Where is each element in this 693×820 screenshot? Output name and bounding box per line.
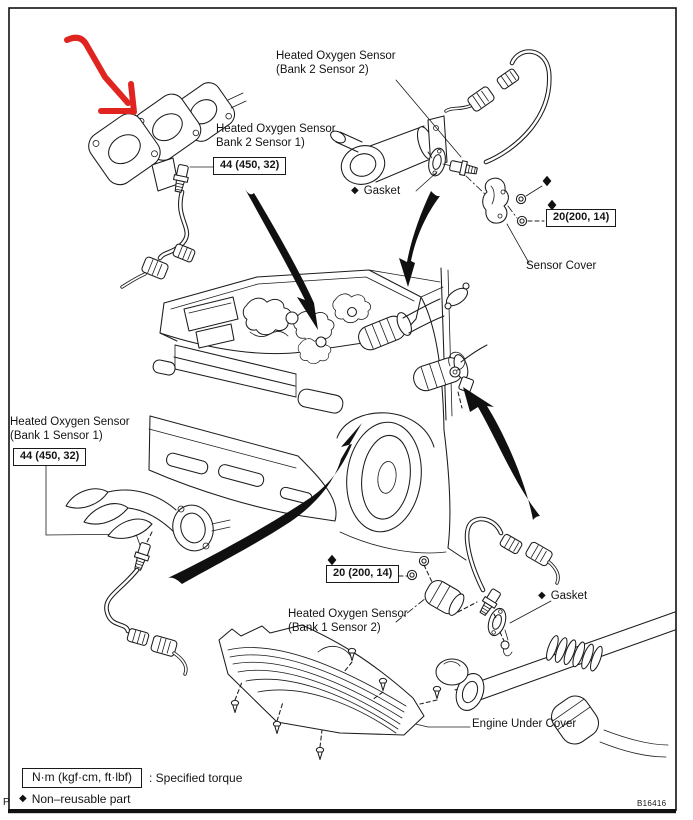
callout-text: Engine Under Cover: [472, 718, 577, 730]
torque-spec-cover-top: 20(200, 14): [546, 209, 616, 227]
manifold-b1s1-art: [66, 489, 230, 674]
torque-spec-b2s1: 44 (450, 32): [213, 157, 286, 175]
callout-line: Heated Oxygen Sensor: [216, 123, 336, 135]
torque-spec-b1s1: 44 (450, 32): [13, 448, 86, 466]
flow-arrows: [168, 189, 540, 584]
red-highlight-arrow: [67, 38, 134, 112]
callout-gasket-top: [351, 184, 400, 198]
callout-hos-bank1-sensor1: [10, 415, 130, 443]
non-reusable-diamond-icon: ◆: [351, 185, 359, 196]
nonreusable-legend-text: Non–reusable part: [31, 792, 131, 806]
callout-line: Bank 2 Sensor 1): [216, 137, 305, 149]
callout-hos-bank2-sensor2: [276, 49, 396, 77]
callout-engine-under-cover: [472, 717, 576, 731]
callout-text: Gasket: [550, 590, 588, 602]
callout-line: Heated Oxygen Sensor: [276, 50, 396, 62]
callout-line: Heated Oxygen Sensor: [288, 608, 408, 620]
callout-hos-bank1-sensor2: [288, 607, 408, 635]
callout-line: (Bank 1 Sensor 1): [10, 430, 103, 442]
page-marker: P: [3, 797, 10, 808]
callout-text: Gasket: [363, 185, 401, 197]
callout-gasket-bottom: [538, 589, 587, 603]
nonreusable-legend: [19, 792, 130, 806]
callout-line: (Bank 2 Sensor 2): [276, 64, 369, 76]
figure-code: B16416: [637, 799, 667, 808]
callout-hos-bank2-sensor1: [216, 122, 336, 150]
callout-sensor-cover: [526, 259, 596, 273]
callout-line: (Bank 1 Sensor 2): [288, 622, 381, 634]
callout-text: Sensor Cover: [526, 260, 597, 272]
harness-top-right-art: [446, 52, 549, 162]
engine-art: [184, 283, 487, 408]
torque-legend: [22, 768, 242, 788]
non-reusable-diamond-icon: ◆: [538, 590, 546, 601]
torque-spec-cover-bottom: 20 (200, 14): [326, 565, 399, 583]
torque-unit-box: N·m (kgf·cm, ft·lbf): [22, 768, 142, 788]
torque-legend-text: : Specified torque: [149, 770, 243, 785]
callout-line: Heated Oxygen Sensor: [10, 416, 130, 428]
non-reusable-diamond-icon: ◆: [19, 793, 27, 804]
front-pipe-art: [329, 116, 557, 226]
